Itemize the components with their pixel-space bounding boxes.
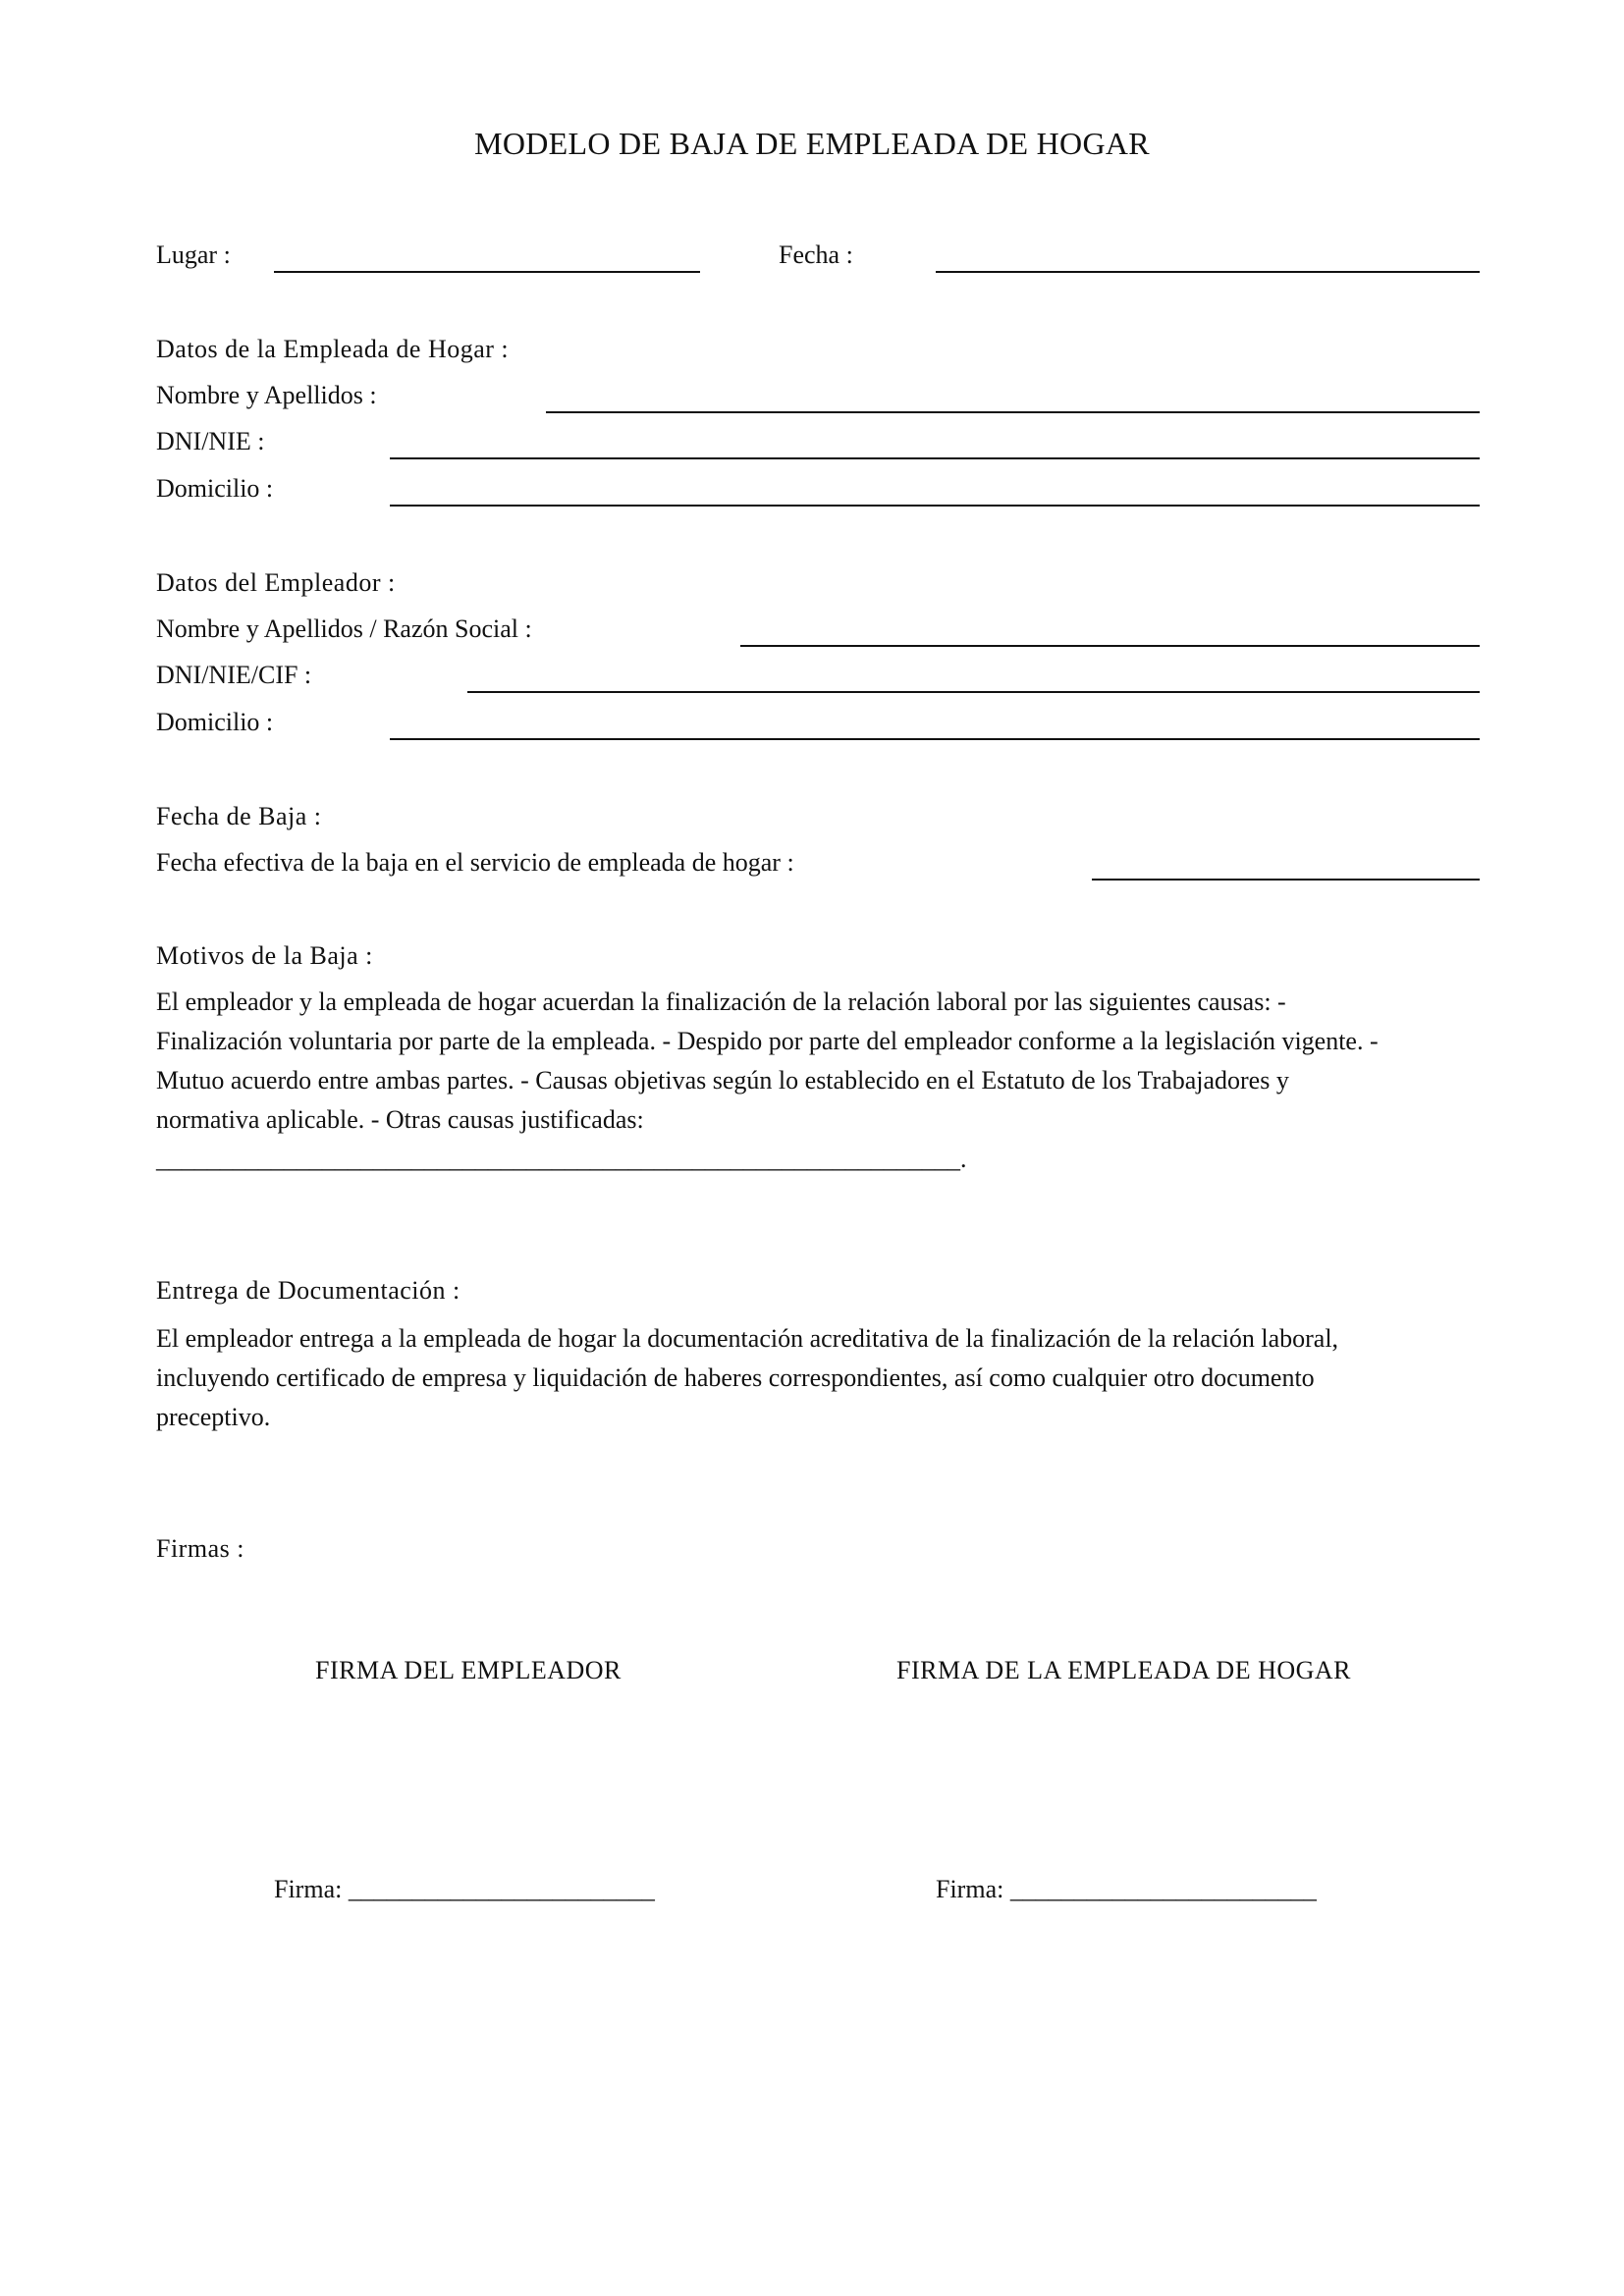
empleador-heading: Datos del Empleador :: [156, 568, 396, 597]
motivos-heading: Motivos de la Baja :: [156, 941, 373, 970]
empleador-dni-field[interactable]: [467, 691, 1480, 693]
empleador-domicilio-label: Domicilio :: [156, 708, 274, 736]
empleada-heading: Datos de la Empleada de Hogar :: [156, 335, 510, 363]
firma-empleador-field[interactable]: Firma: ________________________: [274, 1875, 655, 1903]
fecha-label: Fecha :: [779, 240, 853, 269]
fecha-baja-label: Fecha efectiva de la baja en el servicio de empleada de hogar :: [156, 848, 794, 877]
fecha-field[interactable]: [936, 271, 1480, 273]
fecha-baja-heading: Fecha de Baja :: [156, 802, 322, 830]
empleada-domicilio-label: Domicilio :: [156, 474, 274, 503]
motivos-line: El empleador y la empleada de hogar acuerdan la finalización de la relación laboral por las siguientes causas: -: [156, 988, 1286, 1016]
lugar-field[interactable]: [274, 271, 700, 273]
firma-empleada-field[interactable]: Firma: ________________________: [936, 1875, 1317, 1903]
fecha-baja-field[interactable]: [1092, 879, 1480, 881]
lugar-label: Lugar :: [156, 240, 231, 269]
motivos-otras-causas-field[interactable]: _______________________________________________________________.: [156, 1145, 967, 1173]
empleada-dni-field[interactable]: [390, 457, 1480, 459]
motivos-line: Mutuo acuerdo entre ambas partes. - Causas objetivas según lo establecido en el Estatuto de los Trabajadores y: [156, 1066, 1289, 1095]
empleador-dni-label: DNI/NIE/CIF :: [156, 661, 312, 689]
empleada-nombre-label: Nombre y Apellidos :: [156, 381, 377, 409]
documentacion-line: incluyendo certificado de empresa y liquidación de haberes correspondientes, así como cualquier otro documento: [156, 1363, 1315, 1392]
document-title: MODELO DE BAJA DE EMPLEADA DE HOGAR: [474, 126, 1150, 161]
firmas-heading: Firmas :: [156, 1534, 244, 1563]
motivos-line: normativa aplicable. - Otras causas justificadas:: [156, 1105, 644, 1134]
empleada-nombre-field[interactable]: [546, 411, 1480, 413]
documentacion-heading: Entrega de Documentación :: [156, 1276, 460, 1305]
documentacion-line: preceptivo.: [156, 1403, 271, 1431]
firma-empleada-heading: FIRMA DE LA EMPLEADA DE HOGAR: [896, 1656, 1352, 1684]
empleador-nombre-label: Nombre y Apellidos / Razón Social :: [156, 614, 532, 643]
empleada-domicilio-field[interactable]: [390, 505, 1480, 507]
firma-empleador-heading: FIRMA DEL EMPLEADOR: [315, 1656, 622, 1684]
empleada-dni-label: DNI/NIE :: [156, 427, 265, 455]
documentacion-line: El empleador entrega a la empleada de hogar la documentación acreditativa de la finalización de la relación laboral,: [156, 1324, 1339, 1353]
empleador-domicilio-field[interactable]: [390, 738, 1480, 740]
motivos-line: Finalización voluntaria por parte de la empleada. - Despido por parte del empleador conforme a la legislación vigente. -: [156, 1027, 1379, 1055]
empleador-nombre-field[interactable]: [740, 645, 1480, 647]
